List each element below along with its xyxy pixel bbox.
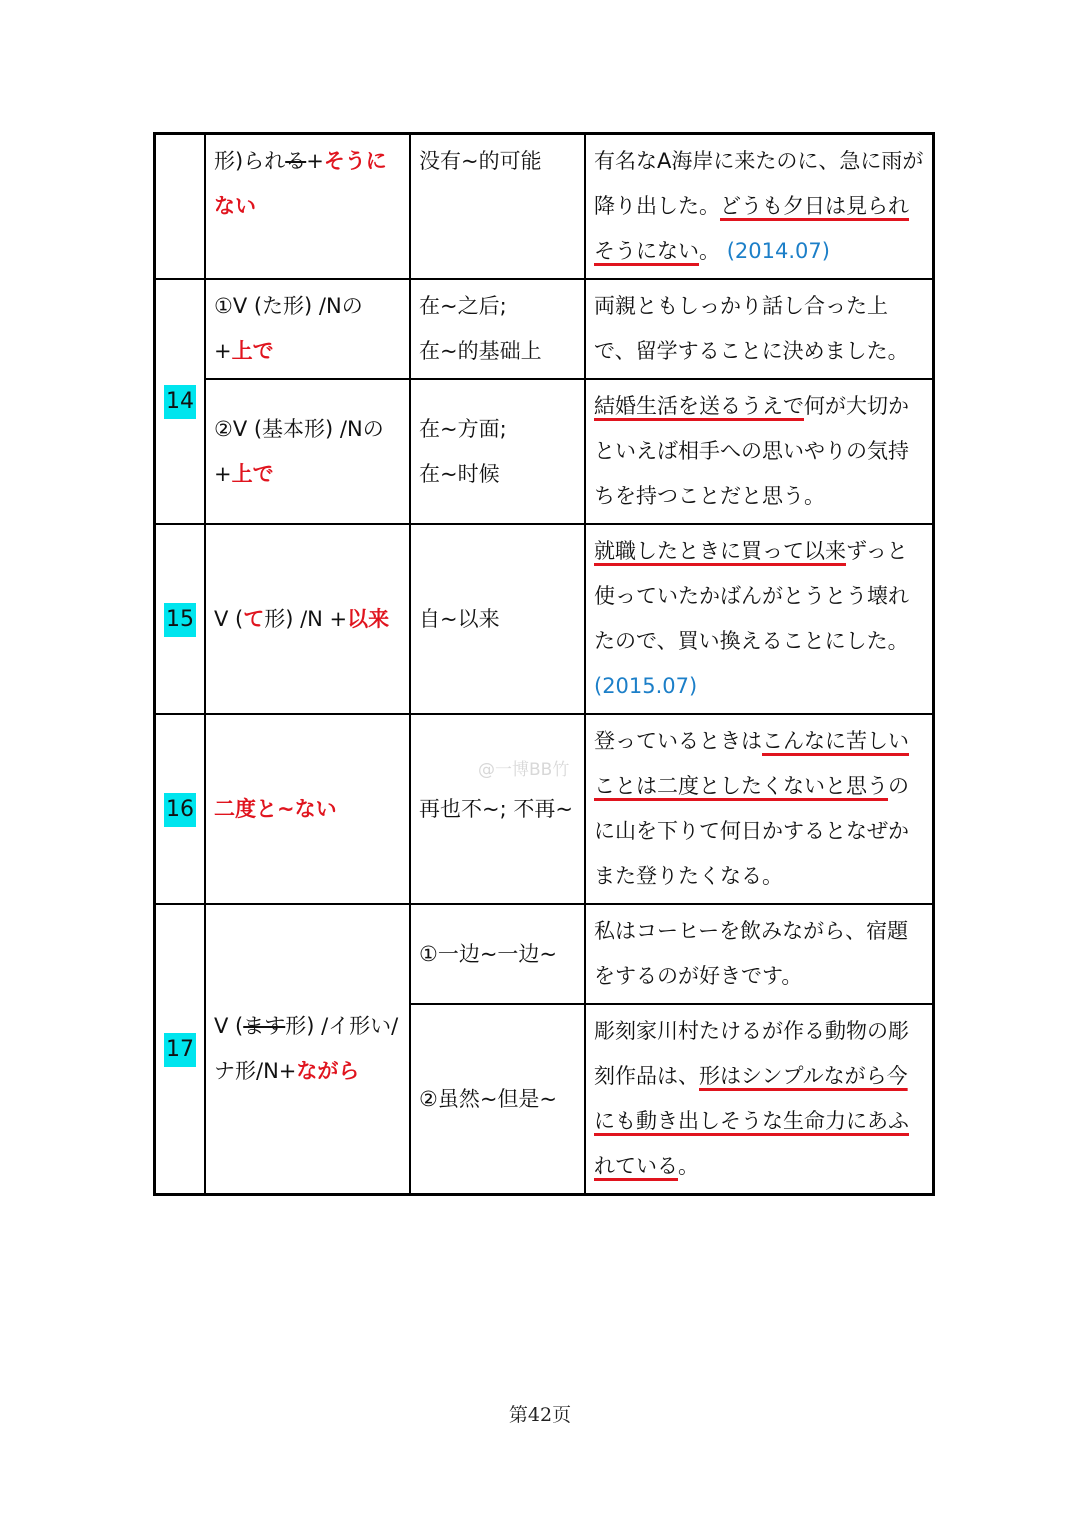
pattern-cell: V (て形) /N +以来	[205, 524, 410, 714]
pattern-cell: V (ます形) /イ形い/ナ形/N+ながら	[205, 904, 410, 1195]
pattern-cell: 形)られる+そうにない	[205, 134, 410, 280]
meaning-cell: ①一边~一边~	[410, 904, 585, 1004]
example-highlight: 形はシンプルながら今にも動き出しそうな生命力にあふれている	[594, 1064, 909, 1178]
example-cell: 就職したときに買って以来ずっと使っていたかばんがとうとう壊れたので、買い換えることにした。 (2015.07)	[585, 524, 933, 714]
pattern-keyword: 上で	[231, 339, 274, 363]
example-cell: 彫刻家川村たけるが作る動物の彫刻作品は、形はシンプルながら今にも動き出しそうな生命力にあふれている。	[585, 1004, 933, 1195]
pattern-keyword: そうにない	[214, 149, 387, 218]
row-number-cell	[155, 904, 206, 1195]
exam-date: (2015.07)	[594, 674, 698, 698]
pattern-keyword: 二度と~ない	[214, 796, 337, 821]
meaning-cell: 在~方面; 在~时候	[410, 379, 585, 524]
row-number: 17	[164, 1033, 196, 1067]
example-highlight: 就職したときに買って以来	[594, 539, 846, 563]
meaning-cell: ②虽然~但是~	[410, 1004, 585, 1195]
example-highlight: 結婚生活を送るうえで	[594, 394, 804, 418]
row-number: 16	[164, 793, 196, 827]
exam-date: (2014.07)	[726, 239, 830, 263]
example-highlight: どうも夕日は見られそうにない	[594, 194, 909, 263]
page-number: 第42页	[508, 1404, 572, 1426]
watermark: @一博BB竹	[478, 760, 570, 780]
row-number-cell	[155, 524, 206, 714]
row-number: 15	[164, 603, 196, 637]
example-cell: 登っているときはこんなに苦しいことは二度としたくないと思うのに山を下りて何日かするとなぜかまた登りたくなる。	[585, 714, 933, 904]
example-cell: 私はコーヒーを飲みながら、宿題をするのが好きです。	[585, 904, 933, 1004]
table-row	[155, 524, 934, 714]
pattern-keyword: 以来	[347, 606, 390, 631]
table-row	[155, 379, 934, 524]
table-row	[155, 279, 934, 379]
pattern-cell: ②V (基本形) /Nの+上で	[205, 379, 410, 524]
pattern-keyword: ながら	[296, 1059, 360, 1083]
example-cell: 両親ともしっかり話し合った上で、留学することに決めました。	[585, 279, 933, 379]
pattern-cell	[205, 714, 410, 904]
pattern-keyword: 上で	[231, 461, 274, 486]
meaning-cell: 自~以来	[410, 524, 585, 714]
row-number-cell	[155, 714, 206, 904]
pattern-cell: ①V (た形) /Nの+上で	[205, 279, 410, 379]
table-row	[155, 134, 934, 280]
meaning-cell: 没有~的可能	[410, 134, 585, 280]
grammar-table	[153, 132, 935, 1196]
meaning-cell: 再也不~; 不再~	[410, 714, 585, 904]
meaning-cell: 在~之后; 在~的基础上	[410, 279, 585, 379]
table-row	[155, 714, 934, 904]
example-cell: 有名なA海岸に来たのに、急に雨が降り出した。どうも夕日は見られそうにない。 (2014.07)	[585, 134, 933, 280]
row-number-cell	[155, 134, 206, 280]
example-cell: 結婚生活を送るうえで何が大切かといえば相手への思いやりの気持ちを持つことだと思う。	[585, 379, 933, 524]
table-row	[155, 904, 934, 1004]
example-highlight: こんなに苦しいことは二度としたくないと思う	[594, 729, 909, 798]
row-number-cell	[155, 279, 206, 524]
row-number: 14	[164, 385, 196, 419]
